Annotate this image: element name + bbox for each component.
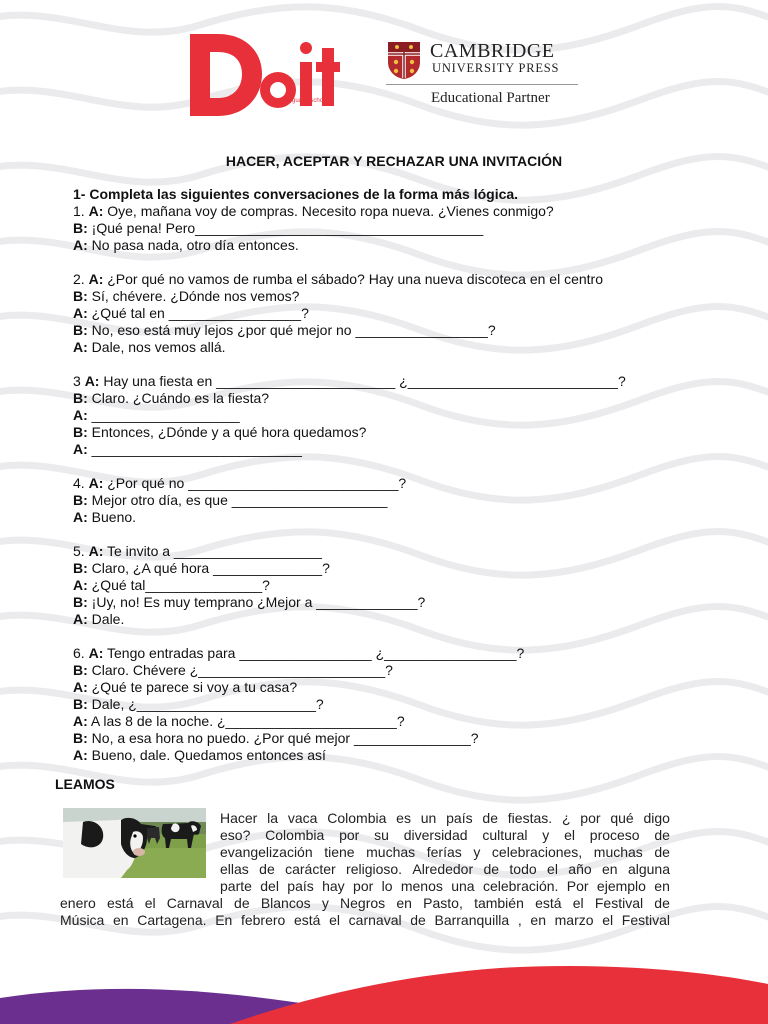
reading-line	[220, 861, 670, 878]
speaker-label: A:	[73, 679, 88, 695]
reading-word: carácter	[285, 861, 336, 877]
reading-word: y	[473, 844, 481, 860]
reading-line	[60, 912, 670, 929]
reading-word: el	[144, 895, 156, 911]
reading-word: Música	[60, 912, 105, 928]
reading-word: menos	[400, 878, 443, 894]
speaker-label: A:	[73, 611, 88, 627]
divider	[386, 84, 578, 85]
speaker-label: A:	[88, 543, 104, 559]
speaker-label: B:	[73, 730, 88, 746]
speaker-label: B:	[73, 560, 88, 576]
reading-word: Cartagena.	[137, 912, 207, 928]
reading-word: en	[654, 878, 670, 894]
dialogue-text: ¿Por qué no ___________________________?	[103, 475, 407, 491]
dialogue-line	[73, 475, 713, 492]
reading-word: celebraciones,	[491, 844, 583, 860]
dialogue-text: ¿Qué tal en _________________?	[87, 305, 309, 321]
line-gap	[73, 254, 713, 271]
reading-word: año	[568, 861, 592, 877]
reading-word: un	[420, 810, 437, 826]
reading-word: y	[542, 827, 550, 843]
reading-word: Festival	[594, 895, 644, 911]
reading-word: enero	[60, 895, 96, 911]
dialogue-text: ¿Qué te parece si voy a tu casa?	[87, 679, 298, 695]
cambridge-subtitle: UNIVERSITY PRESS	[432, 61, 560, 75]
reading-word: Blancos	[260, 895, 311, 911]
dialogue-text: Mejor otro día, es que ____________________	[87, 492, 388, 508]
cambridge-name: CAMBRIDGE	[430, 40, 555, 62]
section-heading: LEAMOS	[55, 776, 115, 792]
reading-word: religioso.	[346, 861, 403, 877]
reading-word: país	[446, 810, 473, 826]
dialogue-text: Claro. Chévere ¿________________________?	[87, 662, 393, 678]
reading-word: Alrededor	[412, 861, 474, 877]
reading-word: evangelización	[220, 844, 313, 860]
reading-word: Festival	[621, 912, 670, 928]
reading-word: Hacer	[220, 810, 258, 826]
dialogue-line	[73, 407, 713, 424]
dialogue-text: Tengo entradas para _________________ ¿_________________?	[103, 645, 525, 661]
dialogue-text: Dale, nos vemos allá.	[87, 339, 226, 355]
reading-word: es	[396, 810, 411, 826]
dialogue-text: Hay una fiesta en _______________________ ¿___________________________?	[99, 373, 626, 389]
reading-word: muchas	[593, 844, 643, 860]
reading-word: En	[215, 912, 233, 928]
reading-word: parte	[220, 878, 252, 894]
dialogue-line	[73, 645, 713, 662]
reading-word: el	[547, 861, 558, 877]
dialogue-text: ¿Por qué no vamos de rumba el sábado? Hay una nueva discoteca en el centro	[103, 271, 603, 287]
doit-logo	[188, 28, 343, 120]
speaker-label: A:	[73, 237, 88, 253]
dialogue-text: Claro, ¿A qué hora ______________?	[87, 560, 330, 576]
dialogue-line	[73, 713, 713, 730]
reading-word: su	[374, 827, 389, 843]
reading-word: en	[530, 912, 546, 928]
reading-word: hay	[322, 878, 345, 894]
reading-word: marzo	[554, 912, 594, 928]
speaker-label: B:	[73, 390, 88, 406]
reading-word: Barranquilla	[434, 912, 510, 928]
dialogue-text: Bueno, dale. Quedamos entonces así	[87, 747, 326, 763]
speaker-label: A:	[88, 475, 104, 491]
dialogue-line	[73, 373, 713, 390]
dialogue-line	[73, 611, 713, 628]
line-number: 4.	[73, 475, 89, 491]
reading-word: Por	[566, 878, 589, 894]
dialogue-text: No pasa nada, otro día entonces.	[87, 237, 299, 253]
line-gap	[73, 628, 713, 645]
reading-word: Pasto,	[423, 895, 463, 911]
dialogue-line	[73, 560, 713, 577]
dialogue-line	[73, 339, 713, 356]
reading-word: la	[267, 810, 279, 826]
reading-line	[220, 810, 670, 827]
reading-word: el	[329, 912, 341, 928]
reading-word: Negros	[340, 895, 386, 911]
reading-passage	[60, 810, 670, 929]
reading-word: ,	[517, 912, 522, 928]
dialogue-line	[73, 271, 713, 288]
reading-word: de	[654, 895, 670, 911]
dialogue-line	[73, 305, 713, 322]
line-gap	[73, 458, 713, 475]
reading-word: de	[483, 861, 500, 877]
dialogue-line	[73, 577, 713, 594]
reading-word: vaca	[287, 810, 318, 826]
dialogue-text: ¿Qué tal_______________?	[87, 577, 270, 593]
reading-word: ellas	[220, 861, 249, 877]
dialogue-text: No, eso está muy lejos ¿por qué mejor no _________________?	[87, 322, 496, 338]
reading-word: en	[113, 912, 129, 928]
dialogue-text: ¡Uy, no! Es muy temprano ¿Mejor a _____________?	[87, 594, 426, 610]
dialogue-line	[73, 730, 713, 747]
line-number: 1.	[73, 203, 89, 219]
reading-word: alguna	[627, 861, 670, 877]
dialogue-line	[73, 441, 713, 458]
footer-wave	[0, 940, 768, 1024]
reading-word: cultural	[482, 827, 528, 843]
reading-line	[220, 878, 670, 895]
speaker-label: A:	[73, 407, 88, 423]
reading-word: diversidad	[403, 827, 468, 843]
reading-word: está	[535, 895, 562, 911]
speaker-label: A:	[73, 305, 88, 321]
speaker-label: A:	[88, 645, 104, 661]
dialogue-text: ___________________________	[87, 441, 302, 457]
dialogue-text: Dale.	[87, 611, 125, 627]
reading-word: por	[339, 827, 360, 843]
speaker-label: A:	[73, 713, 88, 729]
dialogue-line	[73, 662, 713, 679]
dialogue-line	[73, 220, 713, 237]
dialogue-text: A las 8 de la noche. ¿______________________?	[87, 713, 405, 729]
reading-word: y	[321, 895, 329, 911]
speaker-label: A:	[84, 373, 100, 389]
dialogue-text: Bueno.	[87, 509, 137, 525]
speaker-label: B:	[73, 662, 88, 678]
reading-word: del	[260, 878, 279, 894]
reading-word: lo	[381, 878, 393, 894]
dialogue-text: Claro. ¿Cuándo es la fiesta?	[87, 390, 270, 406]
dialogue-line	[73, 747, 713, 764]
speaker-label: B:	[73, 594, 88, 610]
reading-word: el	[564, 827, 575, 843]
dialogue-text: Oye, mañana voy de compras. Necesito ropa nueva. ¿Vienes conmigo?	[103, 203, 554, 219]
dialogue-text: Te invito a ___________________	[103, 543, 322, 559]
reading-word: muchas	[366, 844, 416, 860]
dialogue-line	[73, 679, 713, 696]
reading-line	[220, 827, 670, 844]
speaker-label: B:	[73, 424, 88, 440]
reading-word: de	[259, 861, 275, 877]
speaker-label: B:	[73, 288, 88, 304]
speaker-label: A:	[73, 509, 88, 525]
reading-word: país	[287, 878, 314, 894]
cambridge-shield-icon	[386, 40, 422, 80]
dialogue-text: Entonces, ¿Dónde y a qué hora quedamos?	[87, 424, 367, 440]
doit-tagline: language school	[284, 98, 328, 104]
dialogue-text: Dale, ¿_______________________?	[87, 696, 324, 712]
speaker-label: A:	[73, 339, 88, 355]
speaker-label: B:	[73, 492, 88, 508]
dialogue-line	[73, 594, 713, 611]
reading-line	[220, 844, 670, 861]
reading-word: el	[572, 895, 584, 911]
speaker-label: B:	[73, 220, 88, 236]
reading-word: celebración.	[482, 878, 559, 894]
cambridge-logo	[386, 38, 578, 110]
reading-word: una	[451, 878, 475, 894]
reading-line	[60, 895, 670, 912]
dialogue-line	[73, 237, 713, 254]
speaker-label: A:	[73, 747, 88, 763]
dialogue-line	[73, 543, 713, 560]
cambridge-partner: Educational Partner	[431, 90, 550, 106]
reading-word: Colombia	[327, 810, 387, 826]
reading-word: tiene	[324, 844, 355, 860]
reading-word: de	[654, 844, 670, 860]
speaker-label: A:	[73, 577, 88, 593]
reading-word: está	[107, 895, 134, 911]
reading-word: ejemplo	[596, 878, 646, 894]
reading-word: febrero	[240, 912, 286, 928]
dialogue-line	[73, 390, 713, 407]
reading-word: en	[396, 895, 412, 911]
dialogue-line	[73, 203, 713, 220]
line-number: 5.	[73, 543, 89, 559]
exercise-body	[73, 186, 713, 764]
reading-word: por	[353, 878, 374, 894]
line-number: 3	[73, 373, 85, 389]
reading-word: proceso	[589, 827, 640, 843]
reading-word: ferías	[426, 844, 462, 860]
line-gap	[73, 526, 713, 543]
reading-word: en	[602, 861, 618, 877]
reading-word: de	[654, 827, 670, 843]
reading-word: de	[410, 912, 426, 928]
dialogue-line	[73, 424, 713, 441]
reading-word: Carnaval	[166, 895, 223, 911]
reading-word: por	[580, 810, 601, 826]
dialogue-text: ¡Qué pena! Pero_____________________________________	[87, 220, 484, 236]
instructions: 1- Completa las siguientes conversaciones de la forma más lógica.	[73, 186, 519, 202]
reading-word: también	[474, 895, 524, 911]
dialogue-line	[73, 509, 713, 526]
line-number: 2.	[73, 271, 89, 287]
speaker-label: B:	[73, 322, 88, 338]
reading-word: digo	[643, 810, 670, 826]
dialogue-text: Sí, chévere. ¿Dónde nos vemos?	[87, 288, 300, 304]
dialogue-line	[73, 696, 713, 713]
page-title: HACER, ACEPTAR Y RECHAZAR UNA INVITACIÓN	[225, 153, 563, 169]
line-gap	[73, 356, 713, 373]
speaker-label: A:	[88, 271, 104, 287]
reading-word: fiestas.	[507, 810, 553, 826]
dialogue-text: ___________________	[87, 407, 240, 423]
reading-word: Colombia	[265, 827, 325, 843]
dialogue-line	[73, 322, 713, 339]
reading-word: el	[602, 912, 614, 928]
speaker-label: B:	[73, 696, 88, 712]
dialogue-line	[73, 288, 713, 305]
reading-word: de	[482, 810, 498, 826]
speaker-label: A:	[73, 441, 88, 457]
reading-word: qué	[610, 810, 634, 826]
dialogue-text: No, a esa hora no puedo. ¿Por qué mejor _______________?	[87, 730, 479, 746]
reading-word: carnaval	[348, 912, 402, 928]
reading-word: de	[234, 895, 250, 911]
speaker-label: A:	[88, 203, 104, 219]
reading-word: ¿	[561, 810, 571, 826]
line-number: 6.	[73, 645, 89, 661]
reading-word: eso?	[220, 827, 251, 843]
reading-word: está	[293, 912, 321, 928]
reading-word: todo	[509, 861, 537, 877]
dialogue-line	[73, 492, 713, 509]
